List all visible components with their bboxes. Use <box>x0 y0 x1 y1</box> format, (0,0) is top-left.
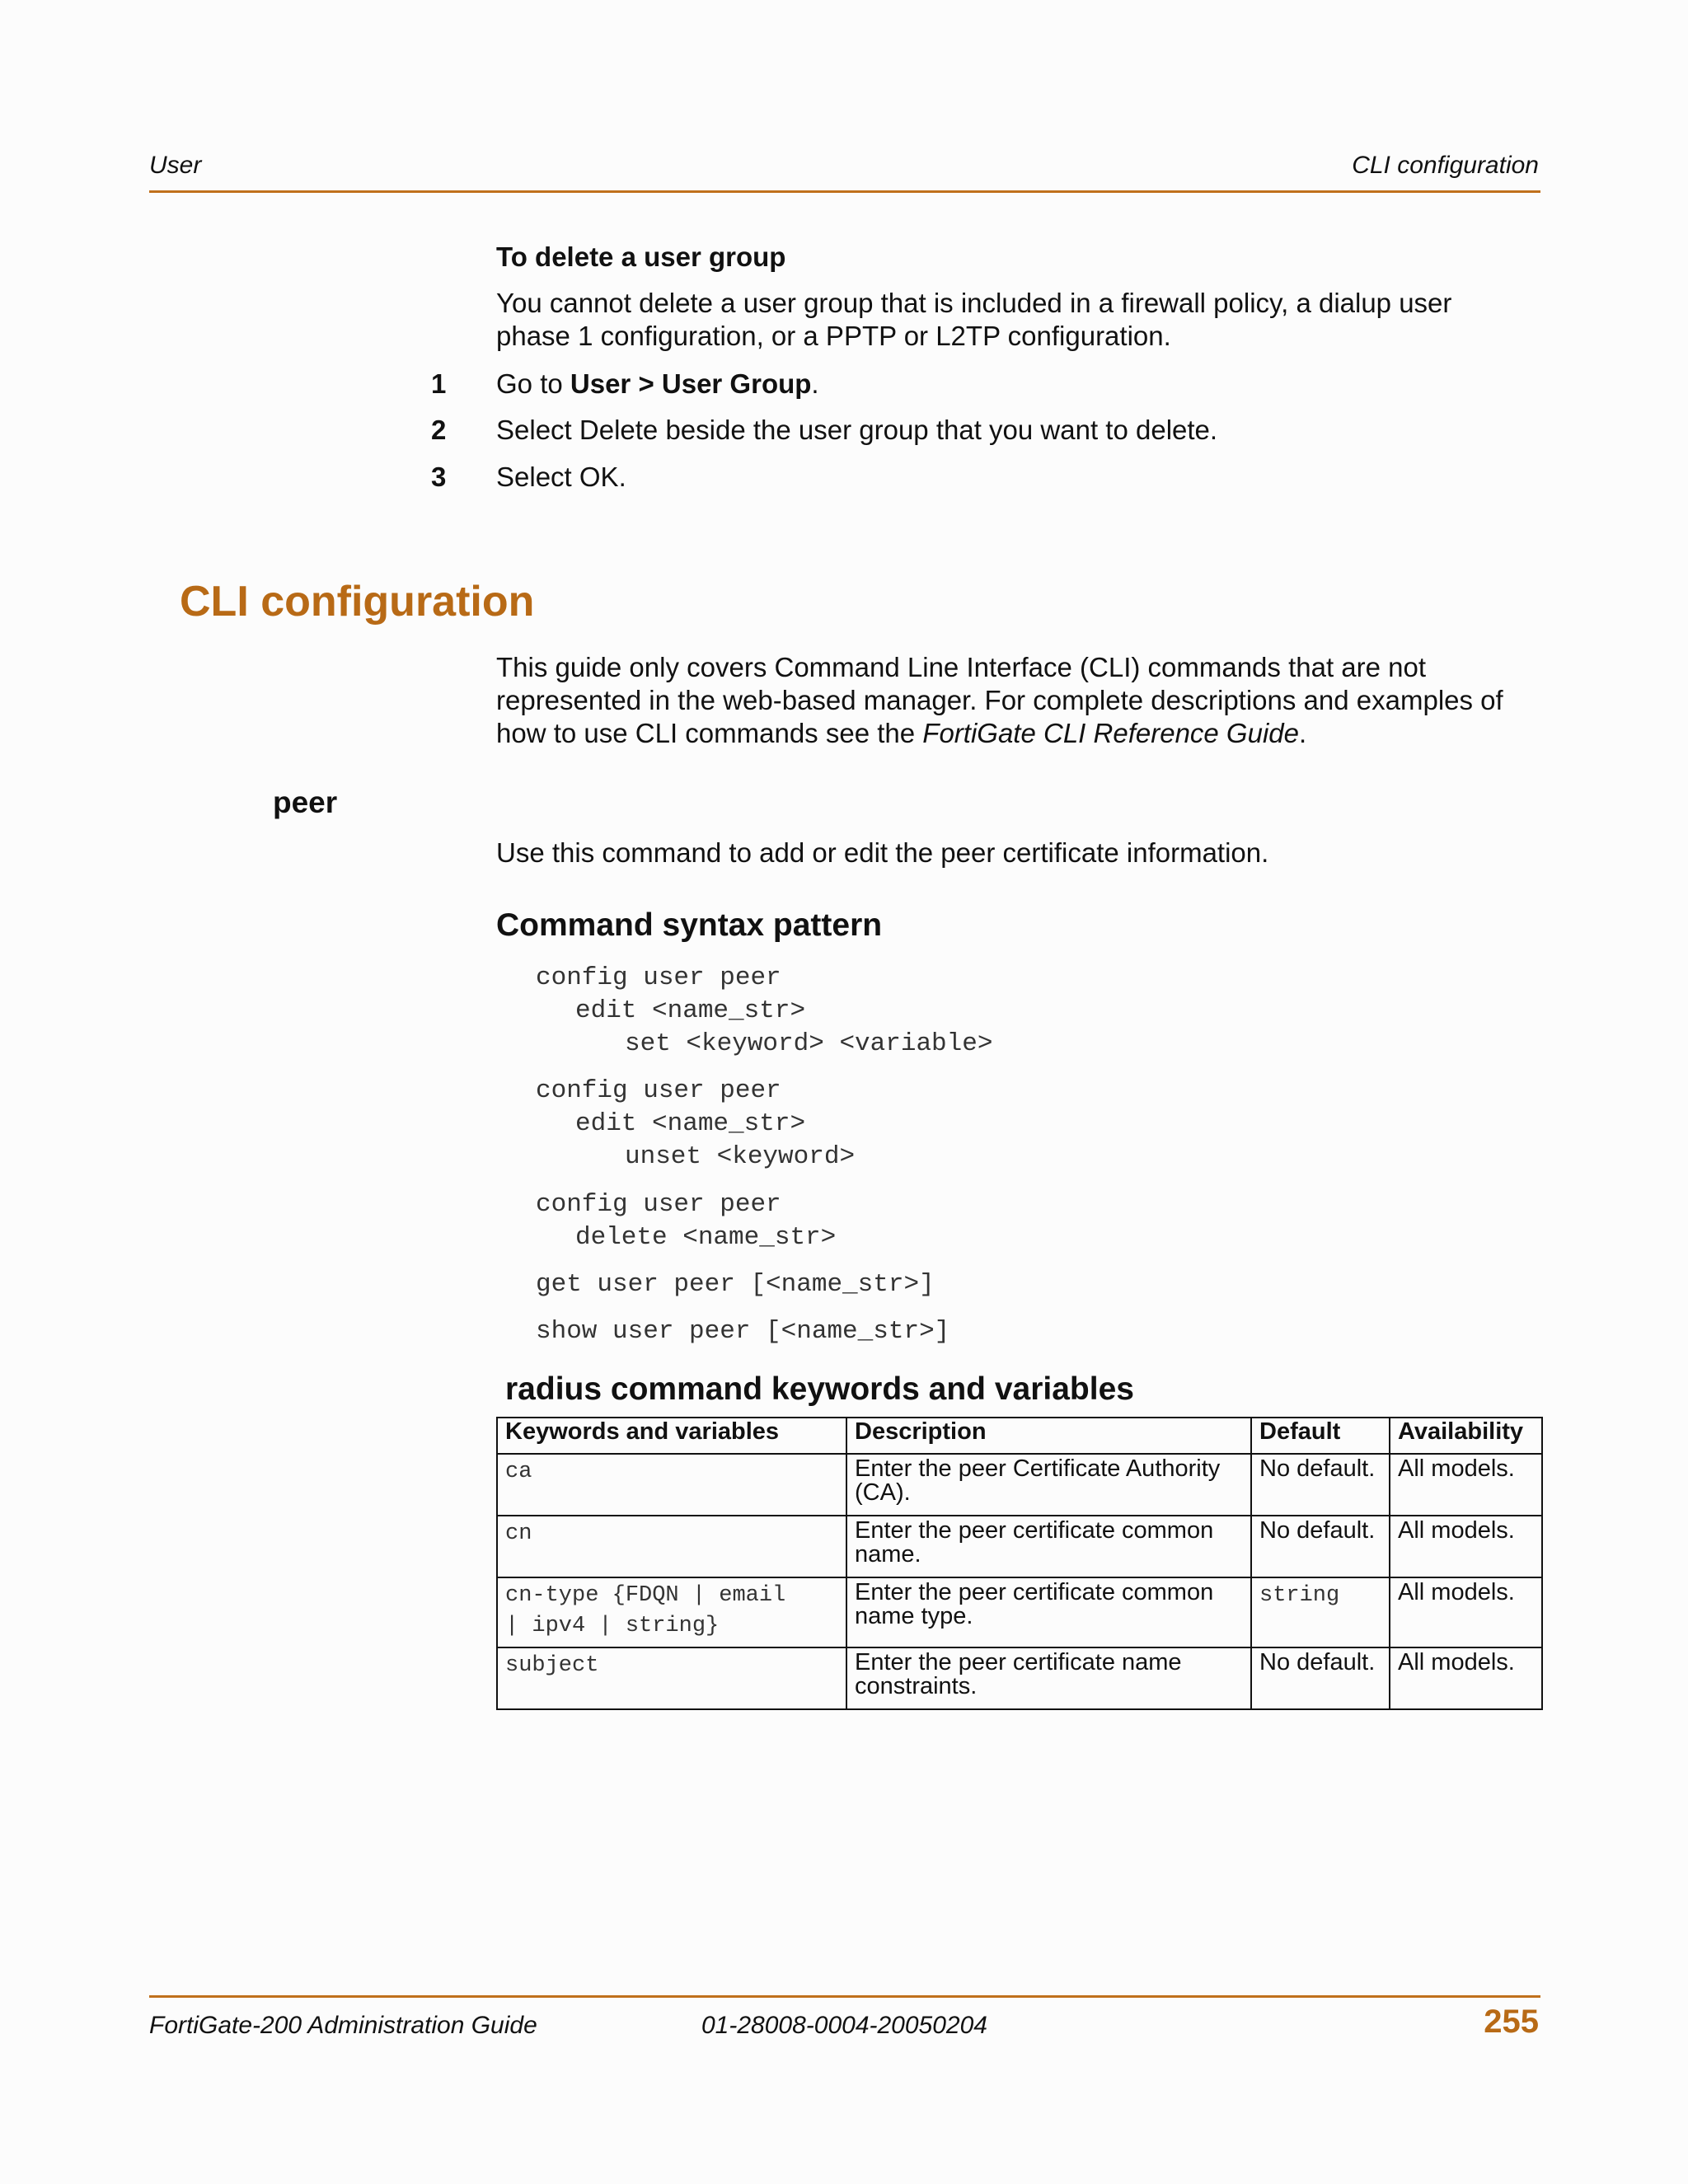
footer-rule <box>149 1995 1540 1998</box>
default-cell: No default. <box>1251 1454 1390 1516</box>
table-row <box>497 1454 1542 1516</box>
availability-cell: All models. <box>1390 1577 1542 1647</box>
table-row <box>497 1516 1542 1577</box>
code-line: show user peer [<name_str>] <box>536 1317 950 1346</box>
step-text: Go to User > User Group. <box>496 368 819 399</box>
code-line: delete <name_str> <box>575 1223 837 1252</box>
availability-cell: All models. <box>1390 1516 1542 1577</box>
footer-guide-title: FortiGate-200 Administration Guide <box>149 2012 537 2039</box>
default-cell: No default. <box>1251 1516 1390 1577</box>
running-header-right: CLI configuration <box>1352 152 1539 179</box>
cli-intro-line-3: how to use CLI commands see the FortiGate CLI Reference Guide. <box>496 718 1307 748</box>
menu-path: User > User Group <box>570 368 812 399</box>
procedure-intro-line-2: phase 1 configuration, or a PPTP or L2TP configuration. <box>496 321 1171 351</box>
code-line: get user peer [<name_str>] <box>536 1270 935 1299</box>
step-number: 3 <box>431 462 447 492</box>
availability-cell: All models. <box>1390 1454 1542 1516</box>
code-line: config user peer <box>536 963 781 992</box>
keyword-cell: cn-type {FDQN | email | ipv4 | string} <box>497 1577 846 1647</box>
table-row <box>497 1647 1542 1709</box>
table-heading: radius command keywords and variables <box>505 1371 1134 1407</box>
step-text: Select OK. <box>496 462 626 492</box>
table-header-row <box>497 1418 1542 1454</box>
availability-cell: All models. <box>1390 1647 1542 1709</box>
reference-guide-title: FortiGate CLI Reference Guide <box>922 718 1299 748</box>
code-line: set <keyword> <variable> <box>625 1029 993 1058</box>
code-line: config user peer <box>536 1190 781 1219</box>
description-cell: Enter the peer certificate common name type. <box>846 1577 1251 1647</box>
page-number: 255 <box>1484 2004 1539 2040</box>
code-line: config user peer <box>536 1076 781 1105</box>
footer-document-id: 01-28008-0004-20050204 <box>701 2012 987 2039</box>
code-line: edit <name_str> <box>575 1109 806 1138</box>
cli-intro-line-1: This guide only covers Command Line Interface (CLI) commands that are not <box>496 652 1427 682</box>
keyword-cell: cn <box>497 1516 846 1577</box>
syntax-heading: Command syntax pattern <box>496 907 883 943</box>
default-cell: No default. <box>1251 1647 1390 1709</box>
command-heading: peer <box>273 785 338 819</box>
running-header-left: User <box>149 152 202 179</box>
step-number: 1 <box>431 368 447 399</box>
table-row <box>497 1577 1542 1647</box>
step-number: 2 <box>431 415 447 445</box>
code-line: edit <name_str> <box>575 996 806 1025</box>
section-heading: CLI configuration <box>180 578 535 626</box>
default-cell: string <box>1251 1577 1390 1647</box>
column-header: Description <box>846 1418 1251 1454</box>
code-line: unset <keyword> <box>625 1142 856 1171</box>
step-text: Select Delete beside the user group that you want to delete. <box>496 415 1218 445</box>
procedure-intro-line-1: You cannot delete a user group that is included in a firewall policy, a dialup user <box>496 288 1452 318</box>
header-rule <box>149 190 1540 193</box>
keyword-cell: ca <box>497 1454 846 1516</box>
description-cell: Enter the peer certificate name constraints. <box>846 1647 1251 1709</box>
command-description: Use this command to add or edit the peer certificate information. <box>496 837 1269 868</box>
keywords-table <box>496 1417 1543 1710</box>
keyword-cell: subject <box>497 1647 846 1709</box>
cli-intro-line-2: represented in the web-based manager. For complete descriptions and examples of <box>496 685 1503 715</box>
column-header: Keywords and variables <box>497 1418 846 1454</box>
column-header: Default <box>1251 1418 1390 1454</box>
description-cell: Enter the peer Certificate Authority (CA). <box>846 1454 1251 1516</box>
procedure-title: To delete a user group <box>496 241 786 272</box>
column-header: Availability <box>1390 1418 1542 1454</box>
description-cell: Enter the peer certificate common name. <box>846 1516 1251 1577</box>
